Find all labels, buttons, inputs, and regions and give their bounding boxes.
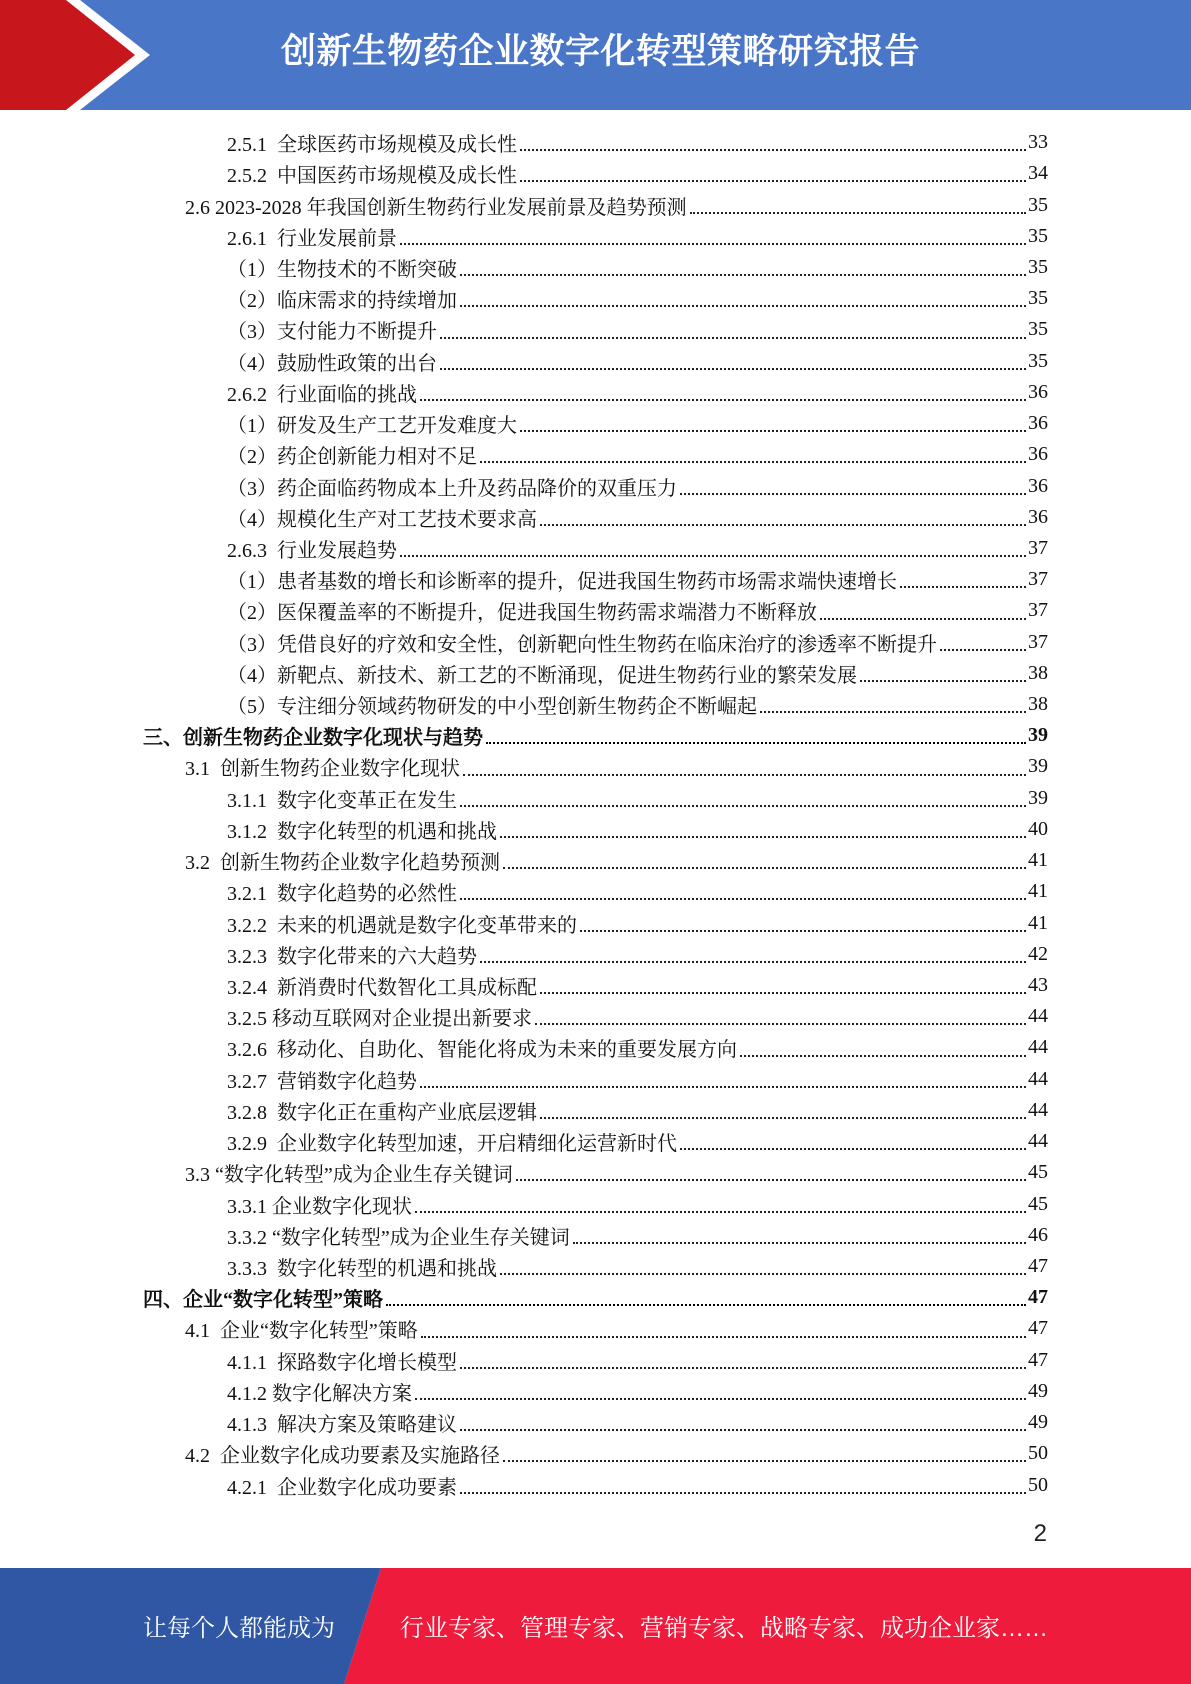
toc-dot-leader [500,836,1026,838]
toc-dot-leader [820,618,1026,620]
toc-entry-title: 2.5.2 中国医药市场规模及成长性 [227,165,517,188]
toc-dot-leader [400,555,1026,557]
toc-dot-leader [421,1336,1026,1338]
toc-page-number: 41 [1028,849,1048,872]
toc-entry[interactable] [0,783,1048,814]
toc-entry[interactable] [0,252,1048,283]
toc-dot-leader [463,774,1026,776]
toc-page-number: 35 [1028,224,1048,247]
toc-page-number: 38 [1028,693,1048,716]
toc-entry[interactable] [0,689,1048,720]
toc-dot-leader [440,368,1026,370]
toc-entry[interactable] [0,1188,1048,1219]
toc-page-number: 35 [1028,349,1048,372]
toc-entry-title: （1）患者基数的增长和诊断率的提升，促进我国生物药市场需求端快速增长 [227,571,897,594]
toc-entry-title: （2）医保覆盖率的不断提升，促进我国生物药需求端潜力不断释放 [227,602,817,625]
toc-dot-leader [540,1117,1026,1119]
toc-entry-title: 2.6.1 行业发展前景 [227,227,397,250]
toc-dot-leader [460,1492,1026,1494]
toc-page-number: 46 [1028,1223,1048,1246]
toc-entry-title: 3.3 “数字化转型”成为企业生存关键词 [185,1164,513,1187]
toc-page-number: 37 [1028,568,1048,591]
toc-entry[interactable] [0,221,1048,252]
toc-entry[interactable] [0,814,1048,845]
toc-dot-leader [386,1304,1026,1306]
toc-entry-title: 4.1 企业“数字化转型”策略 [185,1320,418,1343]
toc-dot-leader [540,992,1026,994]
toc-entry-title: （4）规模化生产对工艺技术要求高 [227,508,537,531]
toc-dot-leader [535,1023,1026,1025]
toc-entry[interactable] [0,189,1048,220]
toc-page-number: 47 [1028,1254,1048,1277]
toc-entry[interactable] [0,627,1048,658]
toc-entry[interactable] [0,1469,1048,1500]
toc-entry-title: 3.3.2 “数字化转型”成为企业生存关键词 [227,1226,570,1249]
toc-entry[interactable] [0,1313,1048,1344]
slogan-footer-band [0,1568,1191,1684]
toc-page-number: 36 [1028,412,1048,435]
toc-entry-title: 三、创新生物药企业数字化现状与趋势 [143,727,483,750]
toc-page-number: 44 [1028,1130,1048,1153]
toc-page-number: 44 [1028,1098,1048,1121]
toc-entry[interactable] [0,439,1048,470]
toc-dot-leader [680,1148,1026,1150]
toc-page-number: 47 [1028,1317,1048,1340]
toc-entry-title: （1）研发及生产工艺开发难度大 [227,415,517,438]
toc-entry[interactable] [0,595,1048,626]
footer-slogan-lead: 让每个人都能成为 [143,1615,335,1642]
toc-page-number: 39 [1028,786,1048,809]
arrow-red-shape [0,0,135,110]
toc-entry[interactable] [0,658,1048,689]
toc-page-number: 36 [1028,505,1048,528]
toc-dot-leader [460,898,1026,900]
toc-page-number: 35 [1028,287,1048,310]
toc-page-number: 45 [1028,1161,1048,1184]
toc-page-number: 50 [1028,1473,1048,1496]
toc-entry[interactable] [0,876,1048,907]
toc-page-number: 37 [1028,536,1048,559]
toc-entry-title: 3.3.1 企业数字化现状 [227,1195,412,1218]
toc-dot-leader [460,805,1026,807]
toc-entry-title: 3.3.3 数字化转型的机遇和挑战 [227,1257,497,1280]
toc-dot-leader [690,212,1026,214]
toc-entry-title: （1）生物技术的不断突破 [227,258,457,281]
toc-dot-leader [516,1179,1026,1181]
toc-entry[interactable] [0,283,1048,314]
toc-entry[interactable] [0,314,1048,345]
toc-page-number: 44 [1028,1005,1048,1028]
toc-page-number: 35 [1028,193,1048,216]
toc-entry[interactable] [0,1376,1048,1407]
toc-entry-title: 4.2 企业数字化成功要素及实施路径 [185,1445,500,1468]
toc-page-number: 42 [1028,942,1048,965]
toc-entry[interactable] [0,939,1048,970]
toc-entry[interactable] [0,1126,1048,1157]
toc-entry[interactable] [0,1438,1048,1469]
toc-entry[interactable] [0,1032,1048,1063]
toc-page-number: 33 [1028,131,1048,154]
toc-entry[interactable] [0,502,1048,533]
toc-page-number: 36 [1028,380,1048,403]
toc-entry-title: （4）鼓励性政策的出台 [227,352,437,375]
toc-dot-leader [740,1055,1026,1057]
toc-page-number: 37 [1028,630,1048,653]
toc-entry-title: （3）凭借良好的疗效和安全性，创新靶向性生物药在临床治疗的渗透率不断提升 [227,633,937,656]
toc-page-number: 36 [1028,443,1048,466]
toc-entry[interactable] [0,158,1048,189]
toc-entry[interactable] [0,845,1048,876]
toc-entry[interactable] [0,1251,1048,1282]
toc-entry[interactable] [0,1095,1048,1126]
toc-entry-title: 3.2 创新生物药企业数字化趋势预测 [185,852,500,875]
table-of-contents [0,127,1048,1501]
toc-entry-title: 3.2.1 数字化趋势的必然性 [227,883,457,906]
toc-dot-leader [503,1460,1026,1462]
toc-entry-title: 2.5.1 全球医药市场规模及成长性 [227,134,517,157]
toc-dot-leader [500,1273,1026,1275]
toc-entry-title: （2）临床需求的持续增加 [227,290,457,313]
toc-page-number: 36 [1028,474,1048,497]
toc-entry-title: 4.2.1 企业数字化成功要素 [227,1476,457,1499]
red-arrow-icon [0,0,160,110]
toc-chapter-entry[interactable] [0,1282,1048,1313]
toc-dot-leader [860,680,1026,682]
toc-dot-leader [540,524,1026,526]
toc-entry-title: （2）药企创新能力相对不足 [227,446,477,469]
toc-dot-leader [460,305,1026,307]
toc-entry-title: 3.2.2 未来的机遇就是数字化变革带来的 [227,914,577,937]
toc-page-number: 40 [1028,817,1048,840]
toc-dot-leader [680,493,1026,495]
toc-entry[interactable] [0,533,1048,564]
toc-entry[interactable] [0,751,1048,782]
toc-dot-leader [520,180,1026,182]
toc-page-number: 38 [1028,661,1048,684]
toc-entry-title: 3.1 创新生物药企业数字化现状 [185,758,460,781]
toc-entry-title: 4.1.3 解决方案及策略建议 [227,1414,457,1437]
toc-entry[interactable] [0,346,1048,377]
toc-entry[interactable] [0,470,1048,501]
toc-entry-title: （3）药企面临药物成本上升及药品降价的双重压力 [227,477,677,500]
toc-entry[interactable] [0,1407,1048,1438]
toc-page-number: 44 [1028,1036,1048,1059]
toc-page-number: 41 [1028,880,1048,903]
toc-chapter-entry[interactable] [0,720,1048,751]
toc-dot-leader [420,1086,1026,1088]
toc-dot-leader [900,586,1026,588]
toc-entry-title: 2.6.3 行业发展趋势 [227,539,397,562]
toc-entry-title: 3.2.7 营销数字化趋势 [227,1070,417,1093]
toc-dot-leader [460,1367,1026,1369]
toc-entry[interactable] [0,970,1048,1001]
toc-page-number: 39 [1028,724,1048,747]
report-title: 创新生物药企业数字化转型策略研究报告 [281,32,921,71]
toc-entry-title: （5）专注细分领域药物研发的中小型创新生物药企不断崛起 [227,696,757,719]
toc-dot-leader [760,711,1026,713]
toc-dot-leader [503,867,1026,869]
toc-entry[interactable] [0,127,1048,158]
toc-entry-title: （4）新靶点、新技术、新工艺的不断涌现，促进生物药行业的繁荣发展 [227,664,857,687]
toc-entry[interactable] [0,1157,1048,1188]
toc-dot-leader [440,337,1026,339]
toc-entry-title: 3.2.8 数字化正在重构产业底层逻辑 [227,1101,537,1124]
toc-entry[interactable] [0,1001,1048,1032]
toc-entry[interactable] [0,1345,1048,1376]
toc-page-number: 49 [1028,1411,1048,1434]
toc-entry-title: 3.2.4 新消费时代数智化工具成标配 [227,977,537,1000]
toc-entry[interactable] [0,408,1048,439]
toc-entry[interactable] [0,1064,1048,1095]
toc-page-number: 35 [1028,255,1048,278]
toc-page-number: 41 [1028,911,1048,934]
toc-entry-title: （3）支付能力不断提升 [227,321,437,344]
toc-dot-leader [460,274,1026,276]
toc-entry-title: 2.6 2023-2028 年我国创新生物药行业发展前景及趋势预测 [185,196,687,219]
toc-page-number: 47 [1028,1348,1048,1371]
toc-page-number: 44 [1028,1067,1048,1090]
toc-entry-title: 3.2.9 企业数字化转型加速，开启精细化运营新时代 [227,1133,677,1156]
footer-slogan-roles: 行业专家、管理专家、营销专家、战略专家、成功企业家…… [400,1615,1048,1642]
toc-dot-leader [480,461,1026,463]
toc-entry-title: 2.6.2 行业面临的挑战 [227,383,417,406]
toc-entry[interactable] [0,1220,1048,1251]
toc-page-number: 49 [1028,1379,1048,1402]
toc-page-number: 45 [1028,1192,1048,1215]
toc-dot-leader [520,430,1026,432]
toc-dot-leader [415,1211,1026,1213]
toc-entry-title: 3.2.6 移动化、自助化、智能化将成为未来的重要发展方向 [227,1039,737,1062]
toc-entry[interactable] [0,907,1048,938]
toc-dot-leader [486,742,1026,744]
toc-page-number: 37 [1028,599,1048,622]
page-number: 2 [1033,1520,1047,1547]
toc-entry-title: 3.2.3 数字化带来的六大趋势 [227,945,477,968]
toc-entry-title: 4.1.1 探路数字化增长模型 [227,1351,457,1374]
toc-entry-title: 3.2.5 移动互联网对企业提出新要求 [227,1008,532,1031]
toc-dot-leader [940,649,1026,651]
toc-page-number: 47 [1028,1286,1048,1309]
toc-entry-title: 4.1.2 数字化解决方案 [227,1382,412,1405]
toc-entry[interactable] [0,564,1048,595]
toc-page-number: 43 [1028,974,1048,997]
toc-dot-leader [400,243,1026,245]
report-header-band [0,0,1191,110]
toc-entry[interactable] [0,377,1048,408]
toc-dot-leader [415,1398,1026,1400]
toc-page-number: 50 [1028,1442,1048,1465]
toc-page-number: 34 [1028,162,1048,185]
toc-dot-leader [460,1429,1026,1431]
toc-dot-leader [420,399,1026,401]
toc-page-number: 39 [1028,755,1048,778]
toc-page-number: 35 [1028,318,1048,341]
toc-dot-leader [573,1242,1026,1244]
toc-dot-leader [580,930,1026,932]
toc-dot-leader [520,149,1026,151]
toc-entry-title: 3.1.2 数字化转型的机遇和挑战 [227,820,497,843]
toc-dot-leader [480,961,1026,963]
toc-entry-title: 四、企业“数字化转型”策略 [143,1289,383,1312]
toc-entry-title: 3.1.1 数字化变革正在发生 [227,789,457,812]
